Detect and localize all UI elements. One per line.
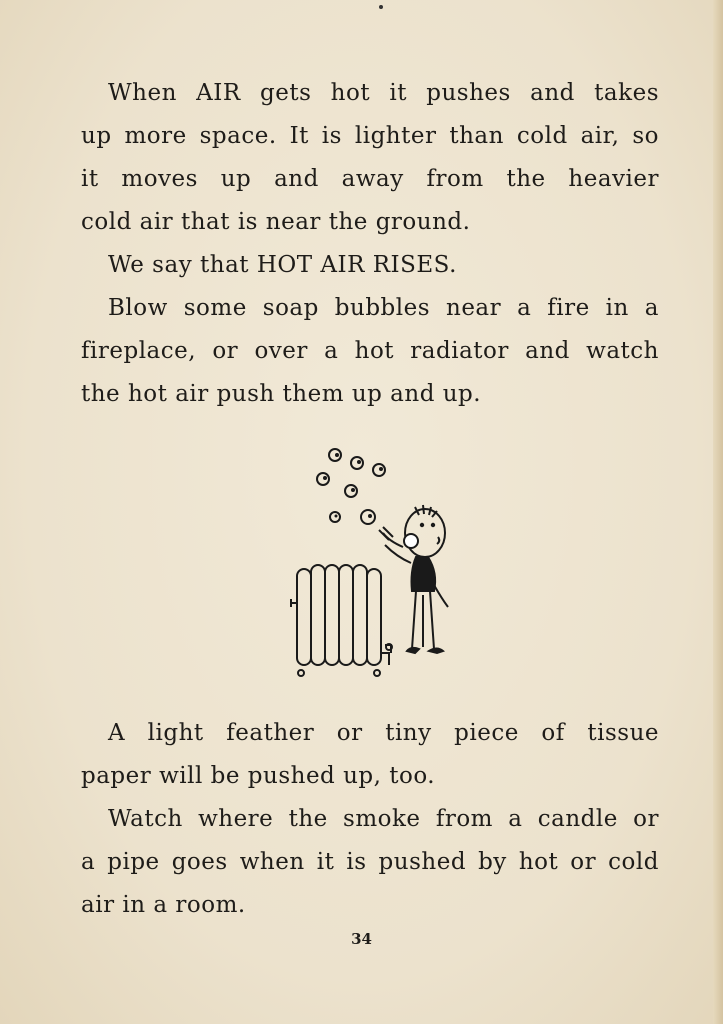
paragraph-feather xyxy=(81,712,659,798)
text-line: A light feather or tiny piece of tissue xyxy=(108,720,659,746)
text-line: up more space. It is lighter than cold air, so xyxy=(81,123,659,149)
text-line: cold air that is near the ground. xyxy=(81,209,471,235)
paragraph-smoke xyxy=(81,798,659,927)
boy-blowing-bubbles-by-radiator-icon xyxy=(283,435,463,685)
page-edge xyxy=(713,0,723,1024)
text-line: Blow some soap bubbles near a fire in a xyxy=(108,295,659,321)
text-block-top xyxy=(81,72,659,416)
paragraph-hot-air xyxy=(81,72,659,244)
text-line: When AIR gets hot it pushes and takes xyxy=(108,80,659,106)
page-number: 34 xyxy=(351,930,372,948)
text-line: We say that HOT AIR RISES. xyxy=(108,252,457,278)
paragraph-soap-bubbles xyxy=(81,287,659,416)
paragraph-hot-air-rises xyxy=(81,244,659,287)
text-line: air in a room. xyxy=(81,892,246,918)
text-line: Watch where the smoke from a candle or xyxy=(108,806,659,832)
text-line: a pipe goes when it is pushed by hot or cold xyxy=(81,849,659,875)
print-dot xyxy=(379,5,383,9)
text-line: the hot air push them up and up. xyxy=(81,381,482,407)
text-line: paper will be pushed up, too. xyxy=(81,763,436,789)
text-line: fireplace, or over a hot radiator and watch xyxy=(81,338,659,364)
text-block-bottom xyxy=(81,712,659,927)
text-line: it moves up and away from the heavier xyxy=(81,166,659,192)
